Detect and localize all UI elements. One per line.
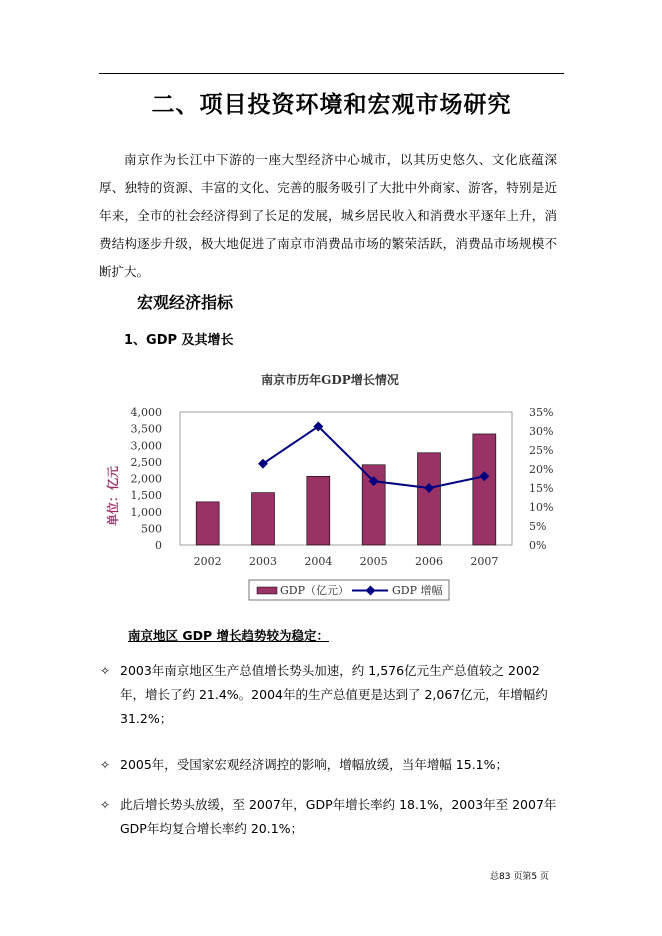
plot-frame bbox=[180, 412, 512, 545]
y-axis-label: 单位：亿元 bbox=[106, 465, 120, 527]
bullet-text: 2005年，受国家宏观经济调控的影响，增幅放缓，当年增幅 15.1%； bbox=[120, 757, 508, 772]
x-axis-ticks bbox=[194, 555, 499, 568]
y2-tick-label: 20% bbox=[529, 463, 554, 476]
bullet-diamond-icon: ✧ bbox=[100, 758, 111, 772]
chart-legend bbox=[249, 580, 449, 600]
subsection-title: 1、GDP 及其增长 bbox=[124, 333, 234, 348]
y2-tick-label: 25% bbox=[529, 444, 554, 457]
gdp-chart bbox=[100, 364, 562, 604]
y-tick-label: 3,500 bbox=[130, 422, 162, 436]
x-tick-label: 2003 bbox=[249, 555, 277, 568]
header-rule bbox=[99, 73, 564, 74]
bar-series bbox=[196, 434, 496, 545]
gdp-bar bbox=[307, 476, 330, 545]
bullet-text: 此后增长势头放缓，至 2007年，GDP年增长率约 18.1%，2003年至 2007年GDP年均复合增长率约 20.1%； bbox=[120, 797, 557, 836]
x-tick-label: 2005 bbox=[359, 555, 388, 568]
x-tick-label: 2004 bbox=[304, 555, 333, 568]
legend-bar-label: GDP（亿元） bbox=[280, 584, 350, 597]
y2-tick-label: 0% bbox=[529, 539, 547, 552]
y2-axis-ticks bbox=[529, 406, 553, 552]
page-title: 二、项目投资环境和宏观市场研究 bbox=[151, 91, 512, 118]
y-axis-ticks bbox=[131, 406, 163, 552]
bullet-item bbox=[100, 793, 560, 841]
line-series bbox=[258, 421, 489, 492]
y-tick-label: 4,000 bbox=[130, 406, 162, 419]
bullet-item bbox=[100, 659, 560, 731]
bullet-text: 2003年南京地区生产总值增长势头加速，约 1,576亿元生产总值较之 2002年，增长了约 21.4%。2004年的生产总值更是达到了 2,067亿元，年增幅约31.2%； bbox=[120, 663, 548, 726]
legend-line-label: GDP 增幅 bbox=[392, 584, 443, 597]
grid-lines bbox=[180, 412, 512, 545]
y-tick-label: 3,000 bbox=[130, 439, 162, 453]
trend-subheading: 南京地区 GDP 增长趋势较为稳定： bbox=[128, 628, 330, 643]
gdp-bar bbox=[252, 493, 275, 545]
y-tick-label: 1,000 bbox=[130, 505, 162, 519]
legend-bar-swatch bbox=[257, 587, 277, 594]
bullet-item bbox=[100, 753, 560, 777]
bullet-diamond-icon: ✧ bbox=[100, 664, 111, 678]
x-tick-label: 2006 bbox=[415, 555, 443, 568]
y2-tick-label: 15% bbox=[529, 482, 554, 495]
intro-paragraph: 南京作为长江中下游的一座大型经济中心城市，以其历史悠久、文化底蕴深厚、独特的资源、丰富的文化、完善的服务吸引了大批中外商家、游客，特别是近年来，全市的社会经济得到了长足的发展，城乡居民收入和消费水平逐年上升，消费结构逐步升级，极大地促进了南京市消费品市场的繁荣活跃，消费品市场规模不断扩大。 bbox=[99, 152, 557, 279]
y2-tick-label: 10% bbox=[529, 501, 554, 514]
y-tick-label: 500 bbox=[141, 522, 162, 536]
chart-title: 南京市历年GDP增长情况 bbox=[261, 373, 399, 387]
y-tick-label: 2,000 bbox=[130, 472, 162, 486]
x-tick-label: 2002 bbox=[193, 555, 222, 568]
y2-tick-label: 35% bbox=[529, 406, 554, 419]
x-tick-label: 2007 bbox=[470, 555, 499, 568]
gdp-bar bbox=[418, 453, 441, 545]
bullet-diamond-icon: ✧ bbox=[100, 798, 111, 812]
y-tick-label: 0 bbox=[155, 539, 162, 552]
section-title: 宏观经济指标 bbox=[137, 293, 234, 312]
gdp-bar bbox=[196, 502, 219, 545]
y2-tick-label: 30% bbox=[529, 425, 554, 438]
y-tick-label: 2,500 bbox=[130, 455, 162, 469]
page-number: 总83 页第5 页 bbox=[490, 872, 549, 882]
gdp-bar bbox=[473, 434, 496, 545]
y-tick-label: 1,500 bbox=[130, 489, 162, 503]
y2-tick-label: 5% bbox=[529, 520, 547, 533]
